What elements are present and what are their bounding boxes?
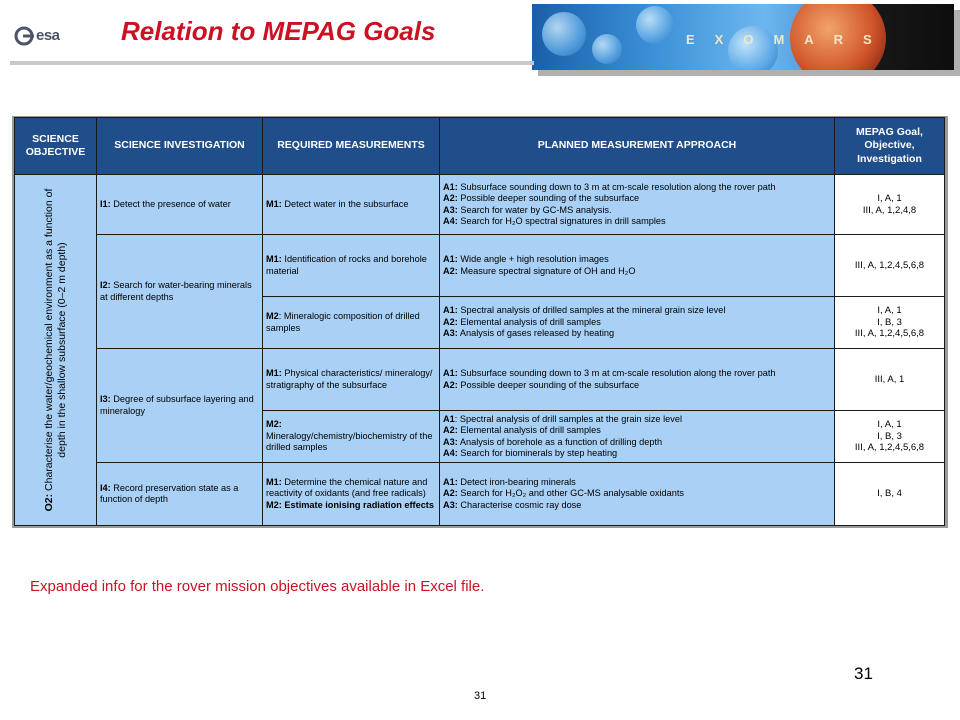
measurement-cell: M1: Determine the chemical nature and reactivity of oxidants (and free radicals) M2: Estimate ionising radiation effects	[263, 463, 440, 526]
table-row	[15, 175, 945, 235]
bubble-decoration	[636, 6, 674, 44]
mepag-cell: I, A, 1 III, A, 1,2,4,8	[835, 175, 945, 235]
table-row	[15, 463, 945, 526]
measurement-cell: M1: Physical characteristics/ mineralogy/ stratigraphy of the subsurface	[263, 349, 440, 411]
bubble-decoration	[592, 34, 622, 64]
header-mepag: MEPAG Goal, Objective, Investigation	[835, 118, 945, 175]
esa-logo-icon	[14, 26, 36, 46]
page-number-footer: 31	[474, 690, 487, 702]
header-rule	[10, 61, 534, 65]
measurement-cell: M2: Mineralogy/chemistry/biochemistry of the drilled samples	[263, 411, 440, 463]
investigation-cell: I2: Search for water-bearing minerals at different depths	[97, 235, 263, 349]
measurement-cell: M1: Detect water in the subsurface	[263, 175, 440, 235]
approach-cell: A1: Detect iron-bearing minerals A2: Search for H₂O₂ and other GC-MS analysable oxidants A3: Characterise cosmic ray dose	[440, 463, 835, 526]
mepag-cell: I, B, 4	[835, 463, 945, 526]
table-header-row	[15, 118, 945, 175]
approach-cell: A1: Subsurface sounding down to 3 m at cm-scale resolution along the rover path A2: Possible deeper sounding of the subsurface A3: Search for water by GC-MS analysis. A4: Search for H₂O spectral signatures in drill samples	[440, 175, 835, 235]
header-required-measurements: REQUIRED MEASUREMENTS	[263, 118, 440, 175]
investigation-cell: I4: Record preservation state as a function of depth	[97, 463, 263, 526]
bubble-decoration	[542, 12, 586, 56]
mepag-cell: III, A, 1	[835, 349, 945, 411]
measurement-cell: M1: Identification of rocks and borehole material	[263, 235, 440, 297]
mepag-cell: I, A, 1 I, B, 3 III, A, 1,2,4,5,6,8	[835, 411, 945, 463]
table-row	[15, 349, 945, 411]
approach-cell: A1: Wide angle + high resolution images A2: Measure spectral signature of OH and H₂O	[440, 235, 835, 297]
exomars-banner	[532, 4, 954, 70]
mepag-cell: III, A, 1,2,4,5,6,8	[835, 235, 945, 297]
objective-text: O2: Characterise the water/geochemical environment as a function of depth in the shallow subsurface (0–2 m depth)	[42, 188, 68, 512]
logo-text: esa	[36, 27, 60, 44]
investigation-cell: I3: Degree of subsurface layering and mineralogy	[97, 349, 263, 463]
mepag-cell: I, A, 1 I, B, 3 III, A, 1,2,4,5,6,8	[835, 297, 945, 349]
header-planned-approach: PLANNED MEASUREMENT APPROACH	[440, 118, 835, 175]
measurement-cell: M2: Mineralogic composition of drilled samples	[263, 297, 440, 349]
header-science-investigation: SCIENCE INVESTIGATION	[97, 118, 263, 175]
banner-brand: EXOMARS	[686, 32, 892, 47]
approach-cell: A1: Spectral analysis of drilled samples at the mineral grain size level A2: Elemental analysis of drill samples A3: Analysis of gases released by heating	[440, 297, 835, 349]
mepag-table	[14, 117, 945, 526]
approach-cell: A1: Spectral analysis of drill samples at the grain size level A2: Elemental analysis of drill samples A3: Analysis of borehole as a function of drilling depth A4: Search for biominerals by step heating	[440, 411, 835, 463]
excel-note: Expanded info for the rover mission objectives available in Excel file.	[30, 578, 485, 595]
page-title: Relation to MEPAG Goals	[121, 16, 436, 46]
approach-cell: A1: Subsurface sounding down to 3 m at cm-scale resolution along the rover path A2: Possible deeper sounding of the subsurface	[440, 349, 835, 411]
investigation-cell: I1: Detect the presence of water	[97, 175, 263, 235]
header-science-objective: SCIENCE OBJECTIVE	[15, 118, 97, 175]
page-number: 31	[854, 664, 873, 683]
table-row	[15, 235, 945, 297]
objective-cell	[15, 175, 97, 526]
esa-logo	[14, 26, 74, 46]
